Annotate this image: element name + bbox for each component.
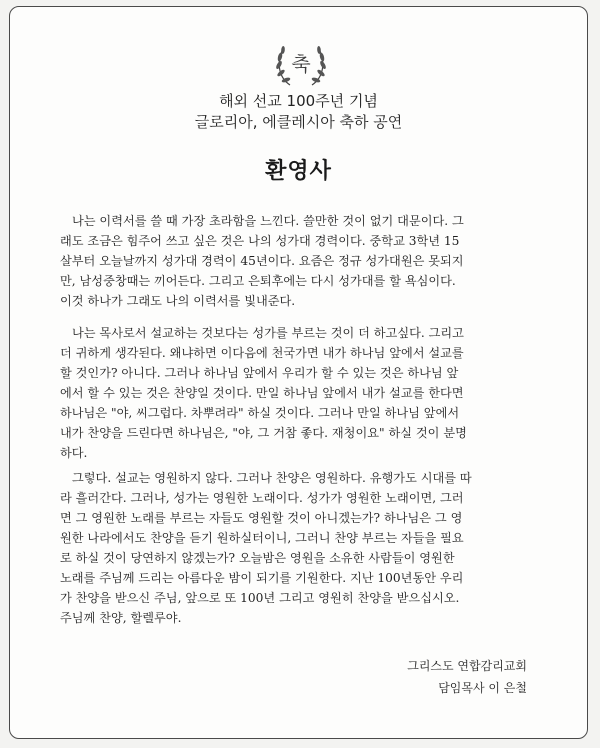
paragraph-line: 내가 찬양을 드린다면 하나님은, "야, 그 거참 좋다. 재청이요" 하실 것이 분명 [60, 426, 467, 440]
paragraph-line: 그렇다. 설교는 영원하지 않다. 그러나 찬양은 영원하다. 유행가도 시대를 따 [72, 471, 472, 485]
paragraph-line: 원한 나라에서도 찬양을 듣기 원하실터이니, 그러니 찬양 부르는 자들을 필요 [60, 531, 464, 545]
paragraph-line: 더 귀하게 생각된다. 왜냐하면 이다음에 천국가면 내가 하나님 앞에서 설교를 [60, 346, 464, 360]
pastor-name: 담임목사 이 은철 [438, 681, 527, 695]
church-name: 그리스도 연합감리교회 [407, 659, 527, 673]
paragraph-line: 나는 목사로서 설교하는 것보다는 성가를 부르는 것이 더 하고싶다. 그리고 [72, 326, 464, 340]
signature-block [407, 655, 527, 699]
paragraph-line: 에서 할 수 있는 것은 찬양일 것이다. 만일 하나님 앞에서 내가 설교를 한다면 [60, 386, 464, 400]
paragraph-3 [60, 468, 560, 628]
paragraph-line: 하다. [60, 446, 88, 460]
paragraph-line: 하나님은 "야, 씨그럽다. 차뿌려라" 하실 것이다. 그러나 만일 하나님 앞에서 [60, 406, 460, 420]
event-subtitle-line1: 해외 선교 100주년 기념 [219, 92, 378, 110]
paragraph-line: 면 그 영원한 노래를 부르는 자들도 영원할 것이 아니겠는가? 하나님은 그 영 [60, 511, 463, 525]
document-title: 환영사 [265, 159, 332, 184]
paragraph-1 [60, 211, 560, 311]
event-header [10, 91, 587, 133]
paragraph-line: 나는 이력서를 쓸 때 가장 초라함을 느낀다. 쓸만한 것이 없기 대문이다. 그 [72, 214, 464, 228]
paragraph-line: 가 찬양을 받으신 주님, 앞으로 또 100년 그리고 영원히 찬양을 받으십시오. [60, 591, 460, 605]
paragraph-line: 노래를 주님께 드리는 아름다운 밤이 되기를 기원한다. 지난 100년동안 우리 [60, 571, 464, 585]
paragraph-line: 래도 조금은 힘주어 쓰고 싶은 것은 나의 성가대 경력이다. 중학교 3학년 15 [60, 234, 460, 248]
event-subtitle-line2: 글로리아, 에클레시아 축하 공연 [194, 113, 403, 131]
laurel-emblem-icon [272, 33, 330, 91]
paragraph-line: 할 것인가? 아니다. 그러나 하나님 앞에서 우리가 할 수 있는 것은 하나님 앞 [60, 366, 459, 380]
paragraph-line: 로 하실 것이 당연하지 않겠는가? 오늘밤은 영원을 소유한 사람들이 영원한 [60, 551, 455, 565]
paragraph-line: 라 흘러간다. 그러나, 성가는 영원한 노래이다. 성가가 영원한 노래이면, 그러 [60, 491, 464, 505]
paragraph-line: 만, 남성중창때는 끼어든다. 그리고 은퇴후에는 다시 성가대를 할 욕심이다. [60, 274, 456, 288]
paragraph-line: 주님께 찬양, 할렐루야. [60, 611, 182, 625]
paragraph-line: 살부터 오늘날까지 성가대 경력이 45년이다. 요즘은 정규 성가대원은 못되지 [60, 254, 464, 268]
paragraph-2 [60, 323, 560, 463]
emblem-character: 축 [291, 52, 311, 76]
document-page [9, 6, 588, 739]
paragraph-line: 이것 하나가 그래도 나의 이력서를 빛내준다. [60, 294, 296, 308]
